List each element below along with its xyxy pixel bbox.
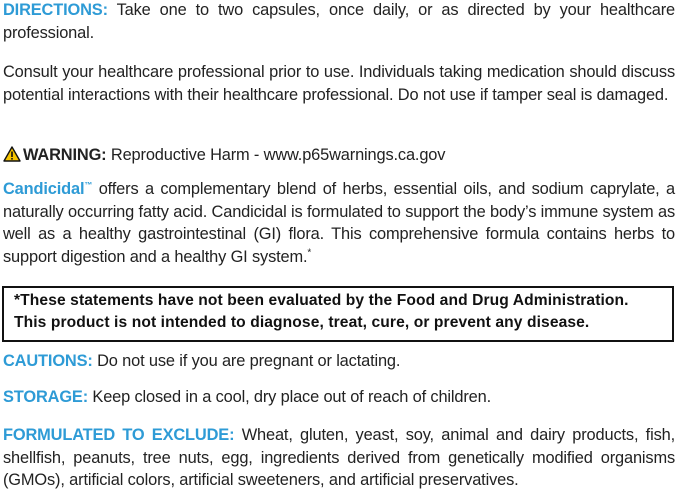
directions-label: DIRECTIONS: [3,1,108,19]
trademark-symbol: ™ [84,180,93,190]
exclusions-paragraph [3,424,675,492]
disclaimer-line-1: *These statements have not been evaluated by the Food and Drug Administration. [14,292,629,309]
description-asterisk: * [307,247,312,259]
consult-text: Consult your healthcare professional prior to use. Individuals taking medication should discuss potential interactions with their healthcare professional. Do not use if tamper seal is damaged. [3,63,675,104]
exclusions-text: Wheat, gluten, yeast, soy, animal and dairy products, fish, shellfish, peanuts, tree nuts, egg, ingredients derived from genetically modified organisms (GMOs), artificial colors, artificial sweeteners, and artificial preservatives. [3,426,675,489]
description-text: offers a complementary blend of herbs, essential oils, and sodium caprylate, a naturally occurring fatty acid. Candicidal is formulated to support the body’s immune system as well as a healthy gastrointestinal (GI) flora. This comprehensive formula contains herbs to support digestion and a healthy GI system. [3,180,675,266]
directions-paragraph [3,0,675,44]
warning-label: WARNING: [23,146,107,164]
cautions-label: CAUTIONS: [3,352,93,370]
fda-disclaimer-box [2,286,674,342]
brand-name: Candicidal [3,180,85,198]
consult-paragraph [3,61,675,106]
warning-triangle-icon [3,146,21,162]
storage-paragraph [3,386,675,409]
cautions-paragraph [3,350,675,373]
storage-text: Keep closed in a cool, dry place out of reach of children. [88,388,491,406]
exclusions-label: FORMULATED TO EXCLUDE: [3,426,235,444]
cautions-text: Do not use if you are pregnant or lactating. [92,352,401,370]
directions-text: Take one to two capsules, once daily, or as directed by your healthcare professional. [3,1,675,42]
description-paragraph [3,178,675,268]
disclaimer-line-2: This product is not intended to diagnose, treat, cure, or prevent any disease. [14,314,590,331]
storage-label: STORAGE: [3,388,89,406]
warning-text: Reproductive Harm - www.p65warnings.ca.gov [106,146,446,164]
warning-paragraph [3,144,675,167]
